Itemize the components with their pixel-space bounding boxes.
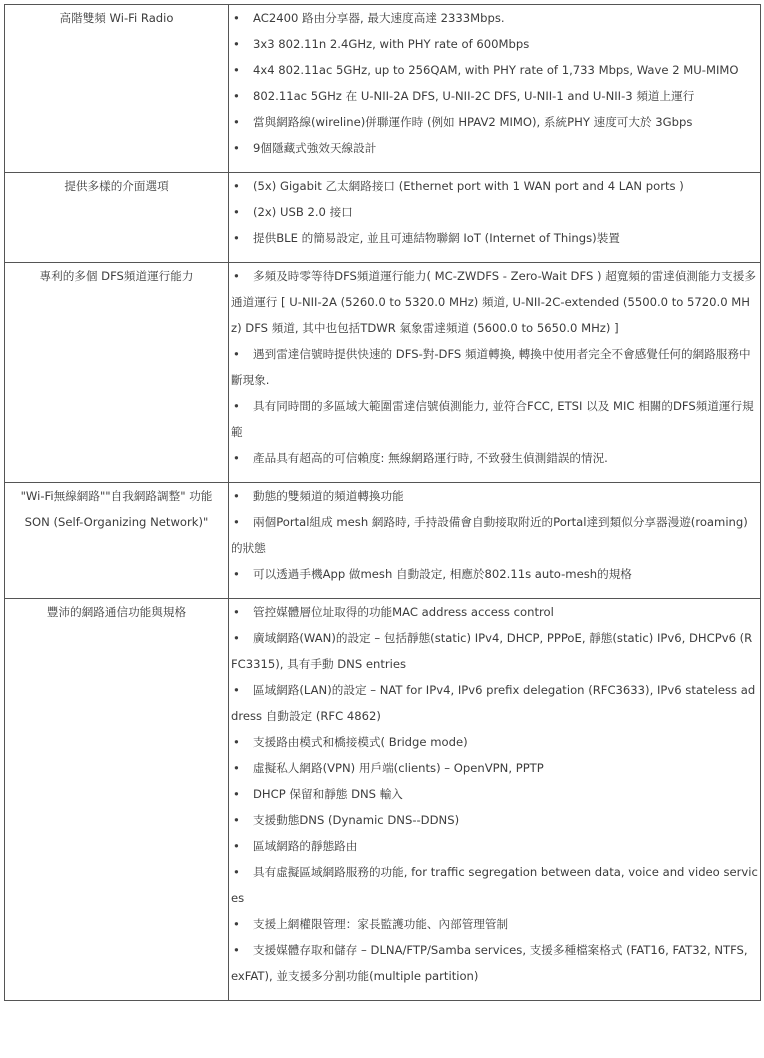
spec-table-body	[5, 5, 761, 1001]
spec-feature-list	[229, 5, 761, 173]
spec-feature-list	[229, 599, 761, 1001]
bullet-icon: •	[233, 813, 240, 827]
spec-category-label: "Wi-Fi無線網路""自我網路調整" 功能 SON (Self-Organizing Network)"	[5, 483, 229, 599]
bullet-icon: •	[233, 839, 240, 853]
bullet-icon: •	[233, 115, 240, 129]
spec-category-label: 專利的多個 DFS頻道運行能力	[5, 263, 229, 483]
spec-feature-item	[231, 561, 758, 587]
spec-feature-text: 產品具有超高的可信賴度: 無線網路運行時, 不致發生偵測錯誤的情況.	[253, 451, 608, 465]
bullet-icon: •	[233, 11, 240, 25]
bullet-icon: •	[233, 489, 240, 503]
spec-feature-text: 具有同時間的多區域大範圍雷達信號偵測能力, 並符合FCC, ETSI 以及 MIC 相關的DFS頻道運行規範	[231, 399, 754, 439]
spec-feature-text: 9個隱藏式強效天線設計	[253, 141, 377, 155]
spec-feature-text: 支援路由模式和橋接模式( Bridge mode)	[253, 735, 468, 749]
spec-feature-list	[229, 173, 761, 263]
spec-feature-item	[231, 911, 758, 937]
spec-feature-item	[231, 483, 758, 509]
spec-feature-text: 4x4 802.11ac 5GHz, up to 256QAM, with PHY rate of 1,733 Mbps, Wave 2 MU-MIMO	[253, 63, 739, 77]
bullet-icon: •	[233, 89, 240, 103]
spec-feature-text: 多頻及時零等待DFS頻道運行能力( MC-ZWDFS - Zero-Wait DFS ) 超寬頻的雷達偵測能力支援多通道運行 [ U-NII-2A (5260.0 to 5320.0 MHz) 頻道, U-NII-2C-extended (5500.0 to 5720.0 MHz) DFS 頻道, 其中也包括TDWR 氣象雷達頻道 (5600.0 to 5650.0 MHz) ]	[231, 269, 756, 335]
spec-feature-item	[231, 57, 758, 83]
spec-feature-item	[231, 341, 758, 393]
spec-feature-text: 動態的雙頻道的頻道轉換功能	[253, 489, 404, 503]
bullet-icon: •	[233, 141, 240, 155]
spec-feature-text: 虛擬私人網路(VPN) 用戶端(clients) – OpenVPN, PPTP	[253, 761, 544, 775]
bullet-icon: •	[233, 787, 240, 801]
bullet-icon: •	[233, 451, 240, 465]
spec-feature-text: 支援動態DNS (Dynamic DNS--DDNS)	[253, 813, 460, 827]
bullet-icon: •	[233, 179, 240, 193]
bullet-icon: •	[233, 269, 240, 283]
spec-feature-item	[231, 393, 758, 445]
spec-feature-text: 提供BLE 的簡易設定, 並且可連結物聯網 IoT (Internet of Things)裝置	[253, 231, 620, 245]
spec-feature-text: 3x3 802.11n 2.4GHz, with PHY rate of 600Mbps	[253, 37, 530, 51]
spec-row	[5, 599, 761, 1001]
spec-feature-list	[229, 263, 761, 483]
spec-feature-item	[231, 31, 758, 57]
spec-category-label: 高階雙頻 Wi-Fi Radio	[5, 5, 229, 173]
spec-feature-item	[231, 599, 758, 625]
bullet-icon: •	[233, 37, 240, 51]
spec-feature-text: 區域網路的靜態路由	[253, 839, 358, 853]
bullet-icon: •	[233, 605, 240, 619]
spec-feature-text: 具有虛擬區域網路服務的功能, for traffic segregation between data, voice and video services	[231, 865, 758, 905]
spec-feature-list	[229, 483, 761, 599]
spec-feature-item	[231, 833, 758, 859]
spec-row	[5, 263, 761, 483]
row-spacer	[231, 989, 758, 1000]
bullet-icon: •	[233, 735, 240, 749]
spec-feature-item	[231, 263, 758, 341]
row-spacer	[231, 161, 758, 172]
spec-feature-item	[231, 445, 758, 471]
bullet-icon: •	[233, 943, 240, 957]
spec-feature-text: DHCP 保留和靜態 DNS 輸入	[253, 787, 403, 801]
row-spacer	[231, 587, 758, 598]
spec-feature-text: 遇到雷達信號時提供快速的 DFS-對-DFS 頻道轉換, 轉換中使用者完全不會感覺任何的網路服務中斷現象.	[231, 347, 751, 387]
spec-feature-item	[231, 109, 758, 135]
bullet-icon: •	[233, 63, 240, 77]
spec-feature-item	[231, 225, 758, 251]
spec-feature-item	[231, 729, 758, 755]
spec-feature-item	[231, 625, 758, 677]
spec-feature-text: 兩個Portal組成 mesh 網路時, 手持設備會自動接取附近的Portal達到類似分享器漫遊(roaming)的狀態	[231, 515, 748, 555]
bullet-icon: •	[233, 865, 240, 879]
spec-feature-text: 管控媒體層位址取得的功能MAC address access control	[253, 605, 554, 619]
bullet-icon: •	[233, 761, 240, 775]
spec-feature-item	[231, 937, 758, 989]
spec-feature-text: AC2400 路由分享器, 最大速度高達 2333Mbps.	[253, 11, 505, 25]
spec-feature-text: (2x) USB 2.0 接口	[253, 205, 353, 219]
bullet-icon: •	[233, 917, 240, 931]
spec-row	[5, 5, 761, 173]
spec-row	[5, 173, 761, 263]
spec-feature-text: 支援上網權限管理：家長監護功能、內部管理管制	[253, 917, 509, 931]
spec-feature-text: 區域網路(LAN)的設定 – NAT for IPv4, IPv6 prefix delegation (RFC3633), IPv6 stateless address 自動設定 (RFC 4862)	[231, 683, 756, 723]
spec-feature-text: 廣域網路(WAN)的設定 – 包括靜態(static) IPv4, DHCP, PPPoE, 靜態(static) IPv6, DHCPv6 (RFC3315), 具有手動 DNS entries	[231, 631, 753, 671]
bullet-icon: •	[233, 231, 240, 245]
spec-feature-item	[231, 677, 758, 729]
spec-feature-text: 當與網路線(wireline)併聯運作時 (例如 HPAV2 MIMO), 系統PHY 速度可大於 3Gbps	[253, 115, 693, 129]
spec-category-label: 豐沛的網路通信功能與規格	[5, 599, 229, 1001]
bullet-icon: •	[233, 347, 240, 361]
spec-feature-item	[231, 199, 758, 225]
row-spacer	[231, 471, 758, 482]
bullet-icon: •	[233, 515, 240, 529]
spec-feature-item	[231, 173, 758, 199]
spec-feature-text: (5x) Gigabit 乙太網路接口 (Ethernet port with 1 WAN port and 4 LAN ports )	[253, 179, 684, 193]
spec-feature-item	[231, 781, 758, 807]
bullet-icon: •	[233, 567, 240, 581]
spec-category-label: 提供多樣的介面選項	[5, 173, 229, 263]
spec-feature-item	[231, 755, 758, 781]
spec-feature-item	[231, 83, 758, 109]
bullet-icon: •	[233, 399, 240, 413]
spec-table	[4, 4, 761, 1001]
spec-row	[5, 483, 761, 599]
bullet-icon: •	[233, 631, 240, 645]
spec-feature-item	[231, 5, 758, 31]
spec-feature-item	[231, 807, 758, 833]
spec-feature-text: 可以透過手機App 做mesh 自動設定, 相應於802.11s auto-mesh的規格	[253, 567, 632, 581]
bullet-icon: •	[233, 683, 240, 697]
spec-feature-item	[231, 135, 758, 161]
bullet-icon: •	[233, 205, 240, 219]
spec-feature-text: 支援媒體存取和儲存 – DLNA/FTP/Samba services, 支援多種檔案格式 (FAT16, FAT32, NTFS, exFAT), 並支援多分割功能(multiple partition)	[231, 943, 748, 983]
spec-feature-text: 802.11ac 5GHz 在 U-NII-2A DFS, U-NII-2C DFS, U-NII-1 and U-NII-3 頻道上運行	[253, 89, 695, 103]
spec-feature-item	[231, 509, 758, 561]
row-spacer	[231, 251, 758, 262]
spec-feature-item	[231, 859, 758, 911]
